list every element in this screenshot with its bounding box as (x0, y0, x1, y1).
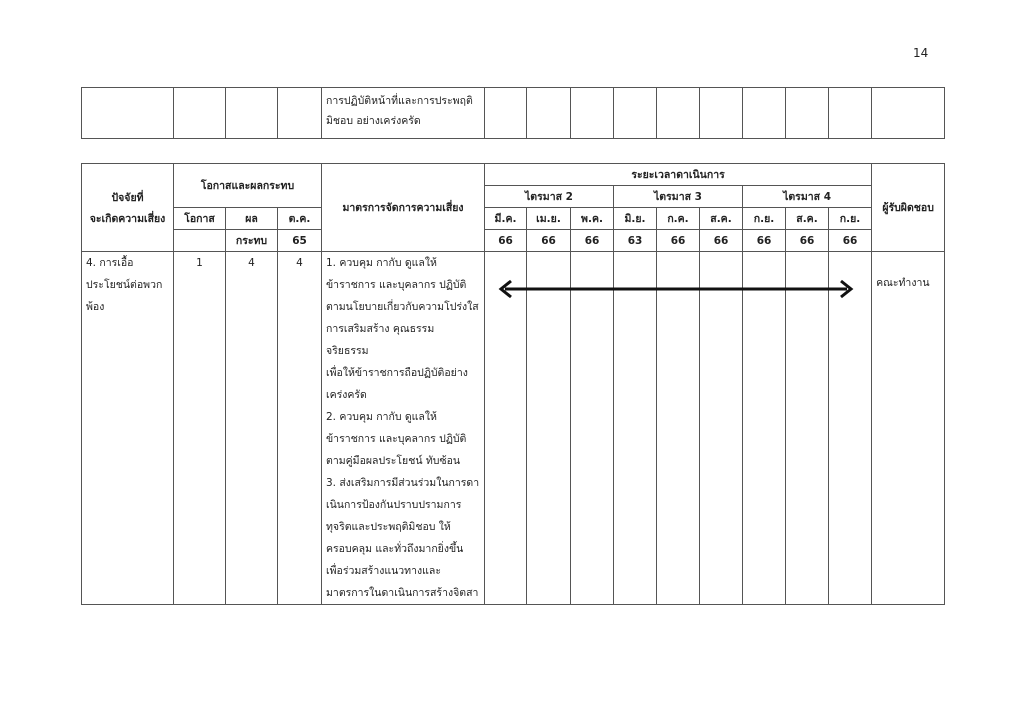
measure-line: ตามคู่มือผลประโยชน์ ทับซ้อน (326, 455, 461, 467)
continued-description (322, 88, 485, 139)
header-measures: มาตรการจัดการความเสี่ยง (322, 164, 485, 252)
header-year: 66 (700, 230, 743, 252)
empty-cell (657, 88, 700, 139)
description-line: มิชอบ อย่างเคร่งครัด (326, 115, 421, 127)
empty-cell (614, 88, 657, 139)
measure-line: การเสริมสร้าง คุณธรรม จริยธรรม (326, 323, 435, 357)
header-responsible: ผู้รับผิดชอบ (872, 164, 945, 252)
empty-cell (571, 88, 614, 139)
timeline-cell (786, 252, 829, 605)
timeline-cell (571, 252, 614, 605)
header-timeline: ระยะเวลาดาเนินการ (485, 164, 872, 186)
header-quarter: ไตรมาส 4 (743, 186, 872, 208)
header-month: มี.ค. (485, 208, 527, 230)
continued-row-table (81, 87, 945, 139)
empty-cell (872, 88, 945, 139)
empty-cell (829, 88, 872, 139)
header-year: 66 (657, 230, 700, 252)
empty-cell (226, 88, 278, 139)
header-year: 66 (786, 230, 829, 252)
header-year: 66 (527, 230, 571, 252)
empty-cell (700, 88, 743, 139)
header-quarter: ไตรมาส 3 (614, 186, 743, 208)
measure-line: 2. ควบคุม กากับ ดูแลให้ (326, 411, 437, 423)
header-score: ต.ค. (278, 208, 322, 230)
measure-line: ตามนโยบายเกี่ยวกับความโปร่งใส (326, 301, 479, 313)
header-opportunity-impact: โอกาสและผลกระทบ (174, 164, 322, 208)
measure-line: เนินการป้องกันปราบปรามการ (326, 499, 462, 511)
header-opportunity-blank (174, 230, 226, 252)
header-month: พ.ค. (571, 208, 614, 230)
header-month: มิ.ย. (614, 208, 657, 230)
factor-line: พ้อง (86, 301, 105, 313)
header-factor-line: ปัจจัยที่ (111, 191, 144, 204)
header-year: 66 (743, 230, 786, 252)
factor-line: ประโยชน์ต่อพวก (86, 279, 163, 291)
description-line: การปฏิบัติหน้าที่และการประพฤติ (326, 95, 473, 107)
row-score: 4 (278, 252, 322, 605)
factor-line: 4. การเอื้อ (86, 257, 134, 269)
page-number: 14 (913, 46, 929, 60)
header-opportunity: โอกาส (174, 208, 226, 230)
header-impact: ผล (226, 208, 278, 230)
empty-cell (278, 88, 322, 139)
row-impact: 4 (226, 252, 278, 605)
timeline-cell (657, 252, 700, 605)
timeline-cell (527, 252, 571, 605)
timeline-cell (700, 252, 743, 605)
header-month: ส.ค. (700, 208, 743, 230)
header-score-year: 65 (278, 230, 322, 252)
empty-cell (527, 88, 571, 139)
empty-cell (786, 88, 829, 139)
row-opportunity: 1 (174, 252, 226, 605)
measure-line: เพื่อร่วมสร้างแนวทางและ (326, 565, 441, 577)
header-year: 63 (614, 230, 657, 252)
header-quarter: ไตรมาส 2 (485, 186, 614, 208)
header-impact-line2: กระทบ (226, 230, 278, 252)
empty-cell (485, 88, 527, 139)
header-year: 66 (571, 230, 614, 252)
header-month: ก.ค. (657, 208, 700, 230)
header-factor-line: จะเกิดความเสี่ยง (89, 212, 166, 225)
measure-line: มาตรการในดาเนินการสร้างจิตสา (326, 587, 479, 599)
timeline-cell (829, 252, 872, 605)
measure-line: เคร่งครัด (326, 389, 367, 401)
row-factor (82, 252, 174, 605)
measure-line: 1. ควบคุม กากับ ดูแลให้ (326, 257, 437, 269)
measure-line: 3. ส่งเสริมการมีส่วนร่วมในการดา (326, 477, 480, 489)
measure-line: ข้าราชการ และบุคลากร ปฏิบัติ (326, 279, 467, 291)
empty-cell (174, 88, 226, 139)
timeline-cell (485, 252, 527, 605)
row-responsible: คณะทำงาน (872, 252, 945, 605)
measure-line: ครอบคลุม และทั่วถึงมากยิ่งขึ้น (326, 543, 464, 555)
header-month: เม.ย. (527, 208, 571, 230)
measure-line: ข้าราชการ และบุคลากร ปฏิบัติ (326, 433, 467, 445)
timeline-cell (614, 252, 657, 605)
header-month: ก.ย. (829, 208, 872, 230)
timeline-cell (743, 252, 786, 605)
row-measures (322, 252, 485, 605)
risk-plan-table (81, 163, 945, 605)
empty-cell (82, 88, 174, 139)
header-year: 66 (829, 230, 872, 252)
empty-cell (743, 88, 786, 139)
header-month: ก.ย. (743, 208, 786, 230)
header-month: ส.ค. (786, 208, 829, 230)
measure-line: เพื่อให้ข้าราชการถือปฏิบัติอย่าง (326, 367, 468, 379)
double-headed-arrow-icon (497, 278, 855, 300)
header-year: 66 (485, 230, 527, 252)
header-factor (82, 164, 174, 252)
measure-line: ทุจริตและประพฤติมิชอบ ให้ (326, 521, 451, 533)
